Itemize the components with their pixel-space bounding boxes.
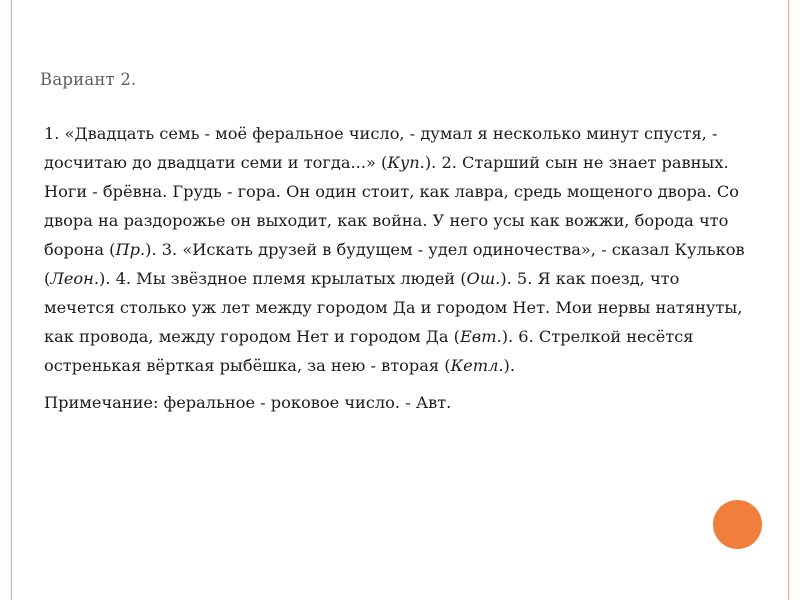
left-border-line [11,0,12,600]
right-border-line [788,0,789,600]
source-abbrev: Ош. [466,269,501,288]
source-abbrev: Кетл. [450,356,504,375]
footnote: Примечание: феральное - роковое число. - Авт. [44,393,452,412]
source-abbrev: Леон. [50,269,99,288]
slide-body [44,119,754,417]
text-segment: ). [503,356,515,375]
decorative-circle [713,500,762,549]
text-segment: ). 6. Стрелкой несётся остренькая вёрткая рыбёшка, за нею - вторая ( [44,327,694,375]
text-segment: ). 5. Я как поезд, что мечется столько уж лет между городом Да и городом Нет. Мои нервы натянуты, как провода, между городом Нет и городом Да ( [44,269,743,346]
source-abbrev: Пр. [115,240,146,259]
text-segment: 1. «Двадцать семь - моё феральное число, - думал я несколько минут спустя, - досчитаю до двадцати семи и тогда...» ( [44,124,718,172]
source-abbrev: Евт. [459,327,502,346]
source-abbrev: Куп. [387,153,425,172]
slide-title: Вариант 2. [40,70,137,89]
main-paragraph [44,119,754,380]
text-segment: ). 2. Старший сын не знает равных. Ноги - брёвна. Грудь - гора. Он один стоит, как лавра, средь мощеного двора. Со двора на раздорожье он выходит, как война. У него усы как вожжи, борода что борона ( [44,153,739,259]
text-segment: ). 3. «Искать друзей в будущем - удел одиночества», - сказал Кульков ( [44,240,745,288]
text-segment: ). 4. Мы звёздное племя крылатых людей ( [98,269,467,288]
